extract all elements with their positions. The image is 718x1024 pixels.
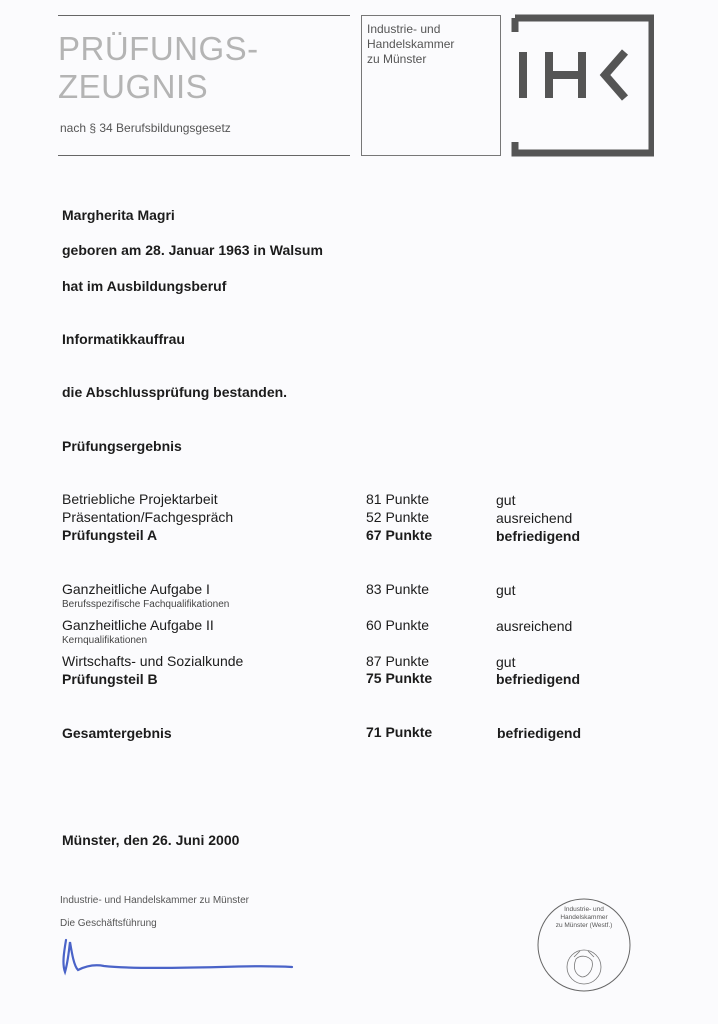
title-line-1: PRÜFUNGS- bbox=[58, 30, 259, 67]
part-a-points: 67 Punkte bbox=[366, 527, 433, 543]
profession: Informatikkauffrau bbox=[62, 331, 185, 347]
part-b-points: 75 Punkte bbox=[366, 670, 433, 686]
points-value: 52 Punkte bbox=[366, 509, 430, 525]
subject-note: Kernqualifikationen bbox=[62, 635, 148, 646]
subject-label: Wirtschafts- und Sozialkunde bbox=[62, 653, 244, 669]
part-b-grade: befriedigend bbox=[496, 671, 581, 687]
candidate-birth: geboren am 28. Januar 1963 in Walsum bbox=[62, 242, 323, 258]
grade-value: gut bbox=[496, 582, 516, 598]
result-statement: die Abschlussprüfung bestanden. bbox=[62, 384, 288, 400]
signature bbox=[60, 930, 300, 980]
subject-label: Ganzheitliche Aufgabe II bbox=[62, 617, 214, 633]
total-points: 71 Punkte bbox=[366, 724, 433, 740]
grade-value: ausreichend bbox=[496, 510, 573, 526]
subject-note: Berufsspezifische Fachqualifikationen bbox=[62, 599, 230, 610]
total-label: Gesamtergebnis bbox=[62, 725, 172, 741]
part-a-grade: befriedigend bbox=[496, 528, 581, 544]
grade-value: ausreichend bbox=[496, 618, 573, 634]
seal-line: zu Münster (Westf.) bbox=[555, 922, 613, 929]
issuer: Industrie- und Handelskammer zu Münster bbox=[60, 895, 249, 906]
seal-text bbox=[536, 906, 632, 930]
points-value: 83 Punkte bbox=[366, 581, 430, 597]
part-a-label: Prüfungsteil A bbox=[62, 527, 158, 543]
seal-line: Handelskammer bbox=[560, 914, 608, 921]
profession-intro: hat im Ausbildungsberuf bbox=[62, 278, 227, 294]
points-value: 81 Punkte bbox=[366, 491, 430, 507]
seal-line: Industrie- und bbox=[564, 906, 604, 913]
total-grade: befriedigend bbox=[497, 725, 582, 741]
title-line-2: ZEUGNIS bbox=[58, 68, 209, 105]
grade-value: gut bbox=[496, 492, 516, 508]
header-bottom-rule bbox=[58, 155, 350, 156]
document-subtitle: nach § 34 Berufsbildungsgesetz bbox=[60, 121, 231, 135]
ihk-logo bbox=[511, 14, 654, 157]
document-title bbox=[58, 30, 259, 106]
management: Die Geschäftsführung bbox=[60, 918, 157, 929]
candidate-name: Margherita Magri bbox=[62, 207, 175, 223]
subject-label: Betriebliche Projektarbeit bbox=[62, 491, 218, 507]
points-value: 60 Punkte bbox=[366, 617, 430, 633]
header-top-rule bbox=[58, 15, 350, 16]
results-heading: Prüfungsergebnis bbox=[62, 438, 182, 454]
points-value: 87 Punkte bbox=[366, 653, 430, 669]
subject-label: Präsentation/Fachgespräch bbox=[62, 509, 234, 525]
place-date: Münster, den 26. Juni 2000 bbox=[62, 832, 240, 848]
part-b-label: Prüfungsteil B bbox=[62, 671, 158, 687]
grade-value: gut bbox=[496, 654, 516, 670]
chamber-name-box bbox=[361, 15, 501, 156]
subject-label: Ganzheitliche Aufgabe I bbox=[62, 581, 210, 597]
chamber-name: Industrie- und Handelskammer zu Münster bbox=[367, 22, 455, 66]
